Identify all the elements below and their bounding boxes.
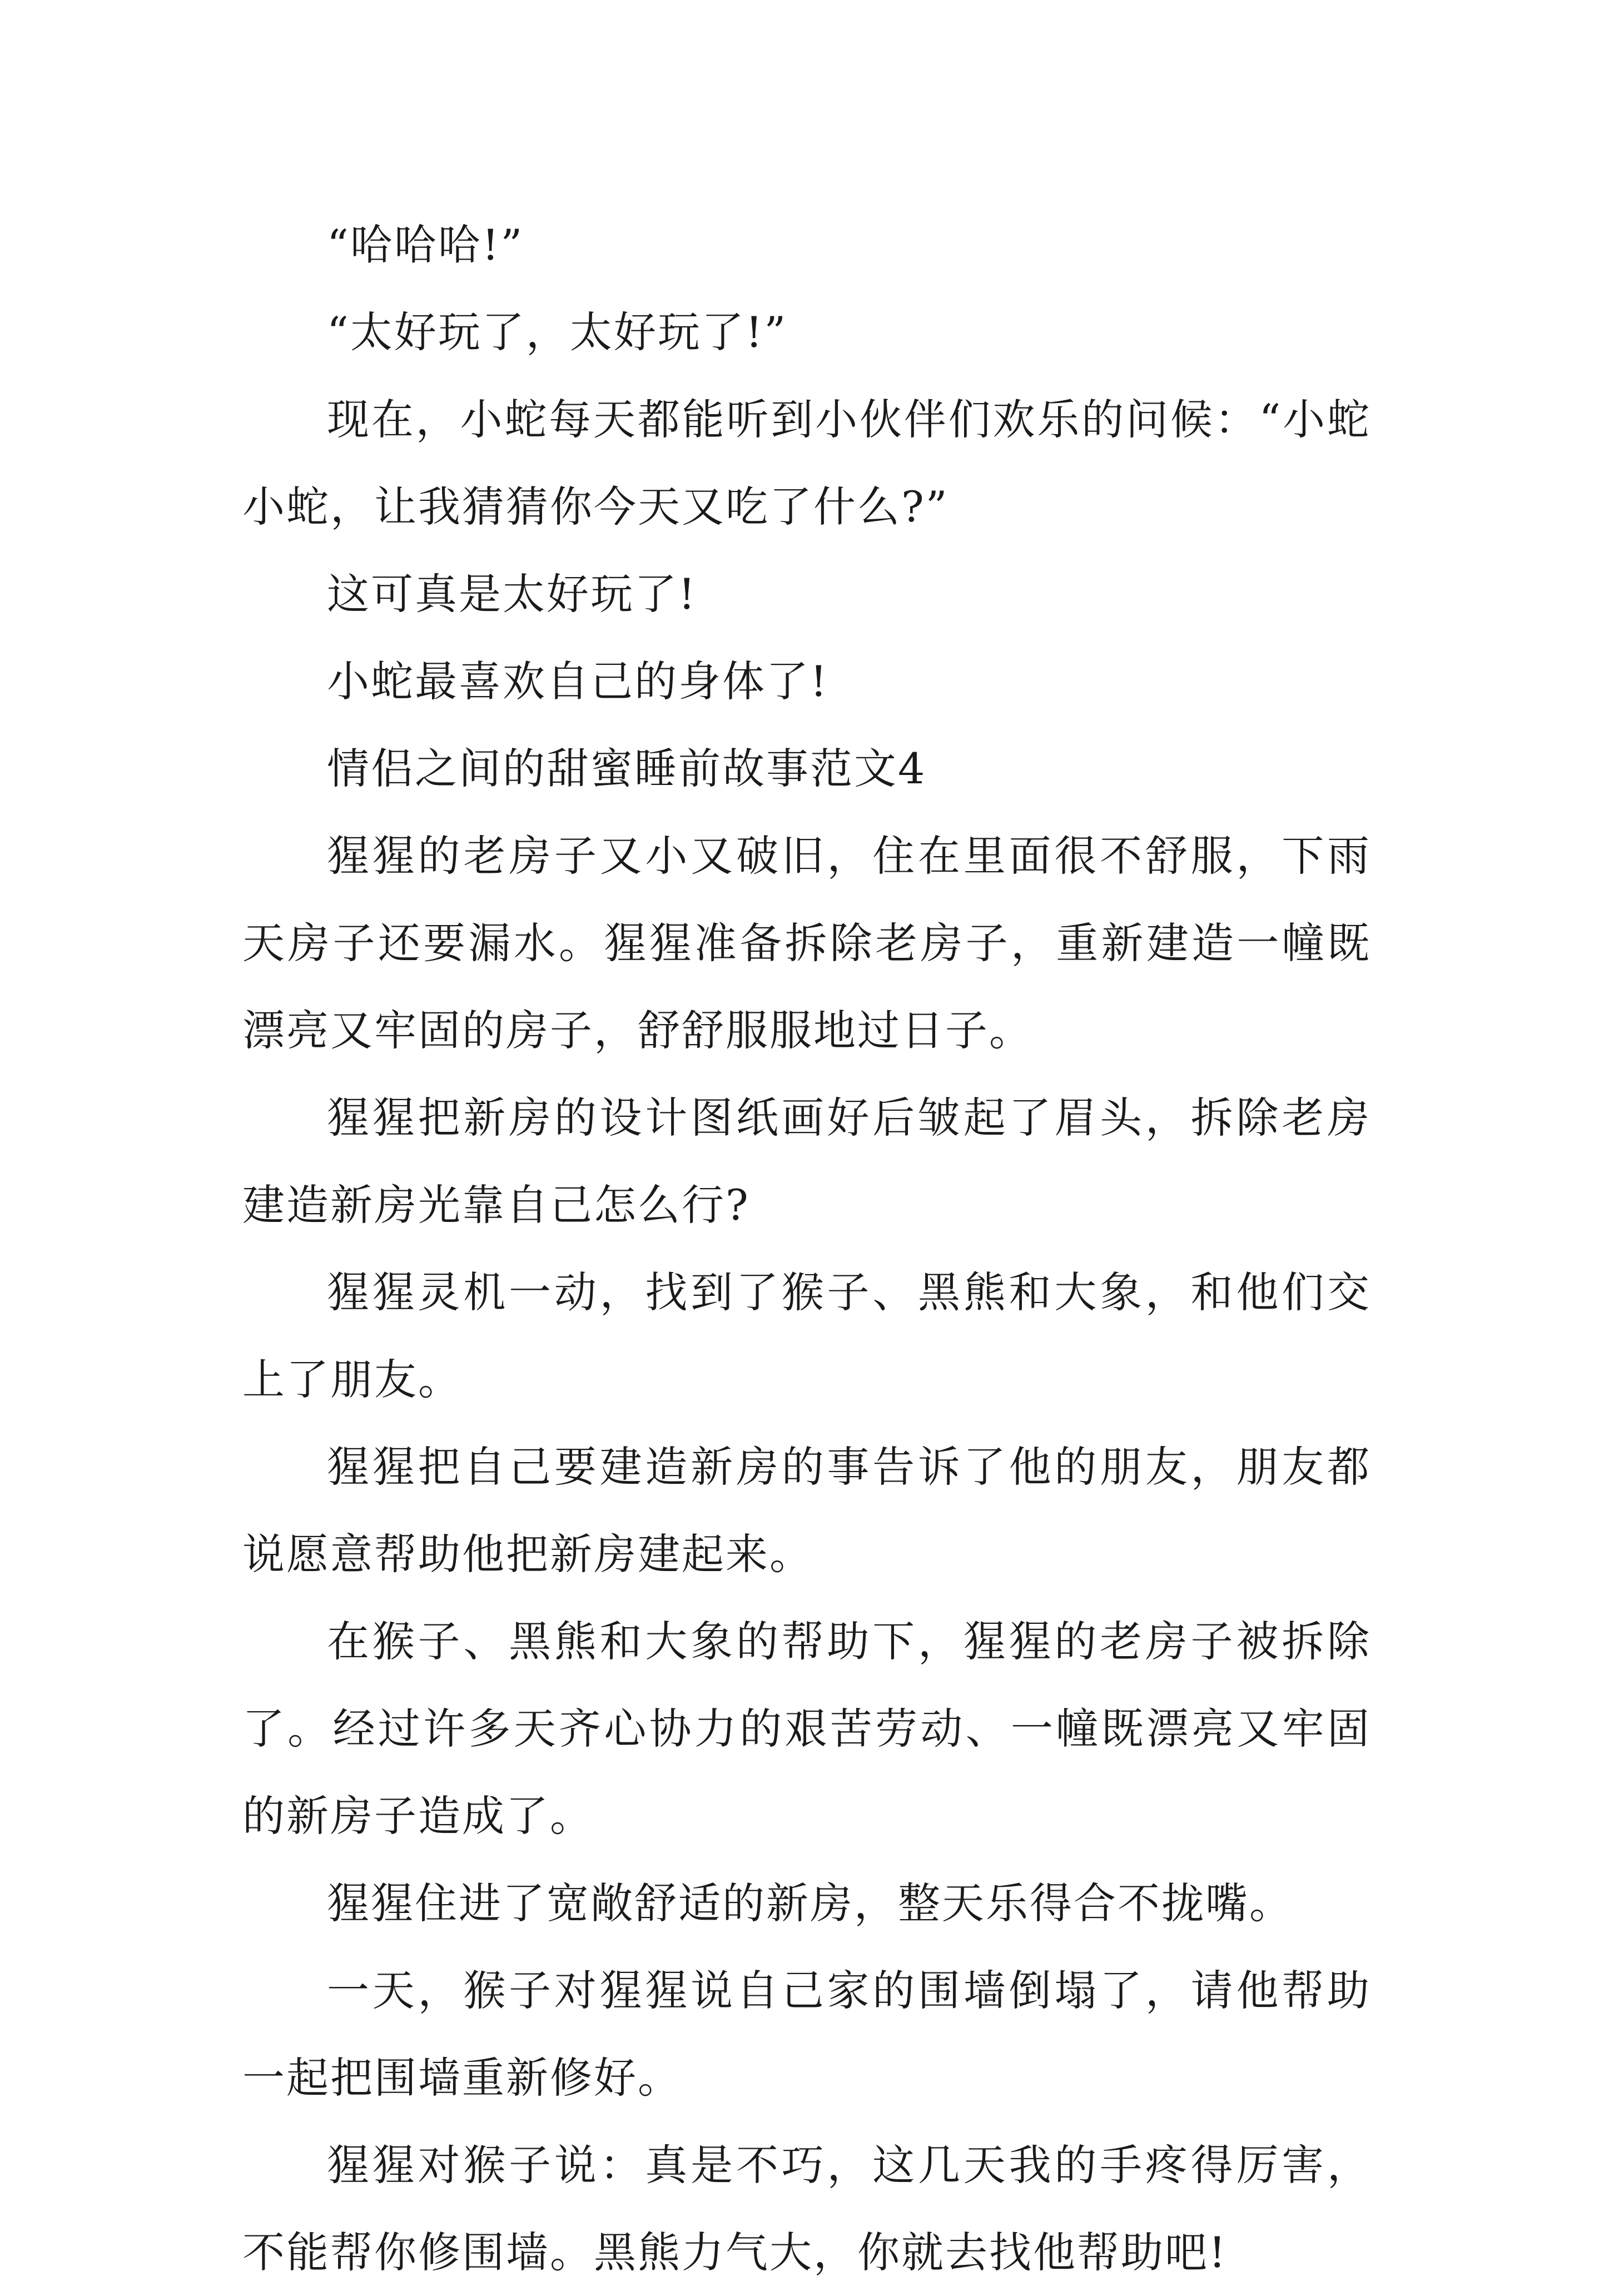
paragraph: 在猴子、黑熊和大象的帮助下，猩猩的老房子被拆除了。经过许多天齐心协力的艰苦劳动、一幢既漂亮又牢固的新房子造成了。 [242, 1617, 1371, 1841]
paragraph: 一天，猴子对猩猩说自己家的围墙倒塌了，请他帮助一起把围墙重新修好。 [242, 1966, 1371, 2103]
paragraph: 猩猩把新房的设计图纸画好后皱起了眉头，拆除老房建造新房光靠自己怎么行? [242, 1093, 1371, 1230]
paragraph: “太好玩了，太好玩了!” [327, 307, 788, 357]
paragraph: 猩猩灵机一动，找到了猴子、黑熊和大象，和他们交上了朋友。 [242, 1268, 1371, 1404]
paragraph: 小蛇最喜欢自己的身体了! [327, 657, 829, 706]
document-body [242, 201, 1371, 2296]
section-heading: 情侣之间的甜蜜睡前故事范文4 [327, 744, 927, 793]
paragraph: 猩猩把自己要建造新房的事告诉了他的朋友，朋友都说愿意帮助他把新房建起来。 [242, 1442, 1371, 1579]
paragraph: “哈哈哈!” [327, 220, 524, 270]
paragraph: 猩猩的老房子又小又破旧，住在里面很不舒服，下雨天房子还要漏水。猩猩准备拆除老房子，重新建造一幢既漂亮又牢固的房子，舒舒服服地过日子。 [242, 831, 1371, 1055]
paragraph: 现在，小蛇每天都能听到小伙伴们欢乐的问候：“小蛇小蛇，让我猜猜你今天又吃了什么?” [242, 395, 1371, 531]
paragraph: 猩猩住进了宽敞舒适的新房，整天乐得合不拢嘴。 [327, 1878, 1293, 1928]
paragraph: 猩猩对猴子说：真是不巧，这几天我的手疼得厉害，不能帮你修围墙。黑熊力气大，你就去找他帮助吧! [242, 2140, 1371, 2277]
paragraph: 这可真是太好玩了! [327, 569, 697, 619]
